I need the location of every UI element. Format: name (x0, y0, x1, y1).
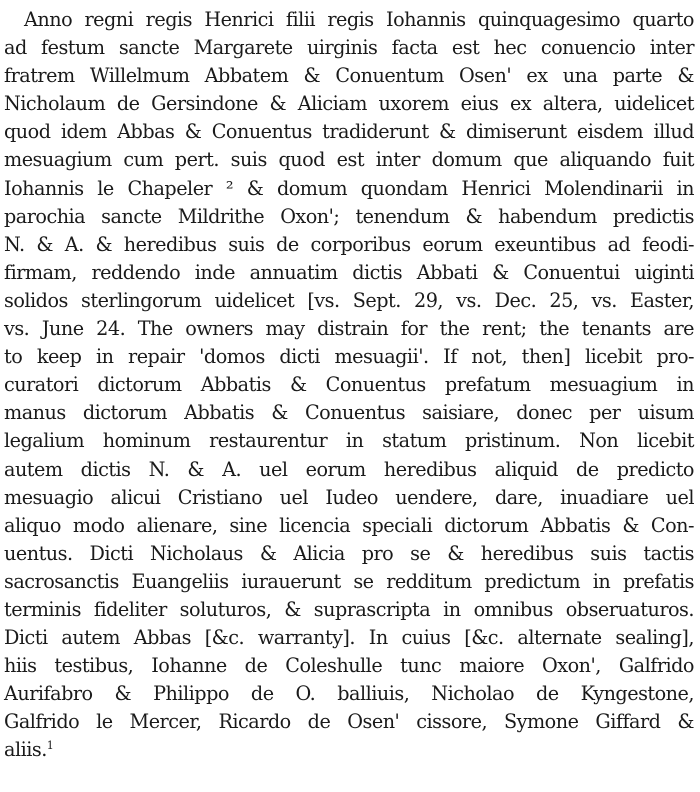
text-line-10: firmam, reddendo inde annuatim dictis Abbati & Conuentui uiginti (4, 260, 694, 284)
text-line-27 (4, 736, 694, 764)
text-line-1: Anno regni regis Henrici filii regis Iohannis quinquagesimo quarto (24, 8, 694, 31)
text-line-6: mesuagium cum pert. suis quod est inter domum que aliquando fuit (4, 148, 694, 172)
text-line-26: Galfrido le Mercer, Ricardo de Osen' cissore, Symone Giffard & (4, 710, 694, 734)
text-line-23: Dicti autem Abbas [&c. warranty]. In cuius [&c. alternate sealing], (4, 626, 694, 650)
text-line-21: sacrosanctis Euangeliis iurauerunt se redditum predictum in prefatis (4, 569, 694, 593)
text-line-5: quod idem Abbas & Conuentus tradiderunt & dimiserunt eisdem illud (4, 120, 694, 144)
text-line-12: vs. June 24. The owners may distrain for the rent; the tenants are (4, 317, 694, 341)
text-line-22: terminis fideliter soluturos, & suprascripta in omnibus obseruaturos. (4, 597, 694, 621)
text-line-13: to keep in repair 'domos dicti mesuagii'. If not, then] licebit pro- (4, 345, 694, 369)
last-line-text: aliis. (4, 738, 47, 762)
footnote-mark: 1 (46, 739, 54, 753)
text-line-9: N. & A. & heredibus suis de corporibus eorum exeuntibus ad feodi- (4, 232, 694, 256)
text-line-19: aliquo modo alienare, sine licencia speciali dictorum Abbatis & Con- (4, 513, 694, 537)
text-line-14: curatori dictorum Abbatis & Conuentus prefatum mesuagium in (4, 373, 694, 397)
text-line-8: parochia sancte Mildrithe Oxon'; tenendum & habendum predictis (4, 204, 694, 228)
text-line-20: uentus. Dicti Nicholaus & Alicia pro se & heredibus suis tactis (4, 541, 694, 565)
text-line-7: Iohannis le Chapeler ² & domum quondam Henrici Molendinarii in (4, 176, 694, 200)
text-line-25: Aurifabro & Philippo de O. balliuis, Nicholao de Kyngestone, (4, 682, 694, 706)
text-line-11: solidos sterlingorum uidelicet [vs. Sept. 29, vs. Dec. 25, vs. Easter, (4, 288, 694, 312)
text-line-2: ad festum sancte Margarete uirginis facta est hec conuencio inter (4, 36, 694, 60)
text-line-18: mesuagio alicui Cristiano uel Iudeo uendere, dare, inuadiare uel (4, 485, 694, 509)
text-line-4: Nicholaum de Gersindone & Aliciam uxorem eius ex altera, uidelicet (4, 92, 694, 116)
text-line-3: fratrem Willelmum Abbatem & Conuentum Osen' ex una parte & (4, 64, 694, 88)
text-line-16: legalium hominum restaurentur in statum pristinum. Non licebit (4, 429, 694, 453)
document-page (4, 6, 694, 765)
text-line-17: autem dictis N. & A. uel eorum heredibus aliquid de predicto (4, 457, 694, 481)
text-line-24: hiis testibus, Iohanne de Coleshulle tunc maiore Oxon', Galfrido (4, 654, 694, 678)
text-line-15: manus dictorum Abbatis & Conuentus saisiare, donec per uisum (4, 401, 694, 425)
